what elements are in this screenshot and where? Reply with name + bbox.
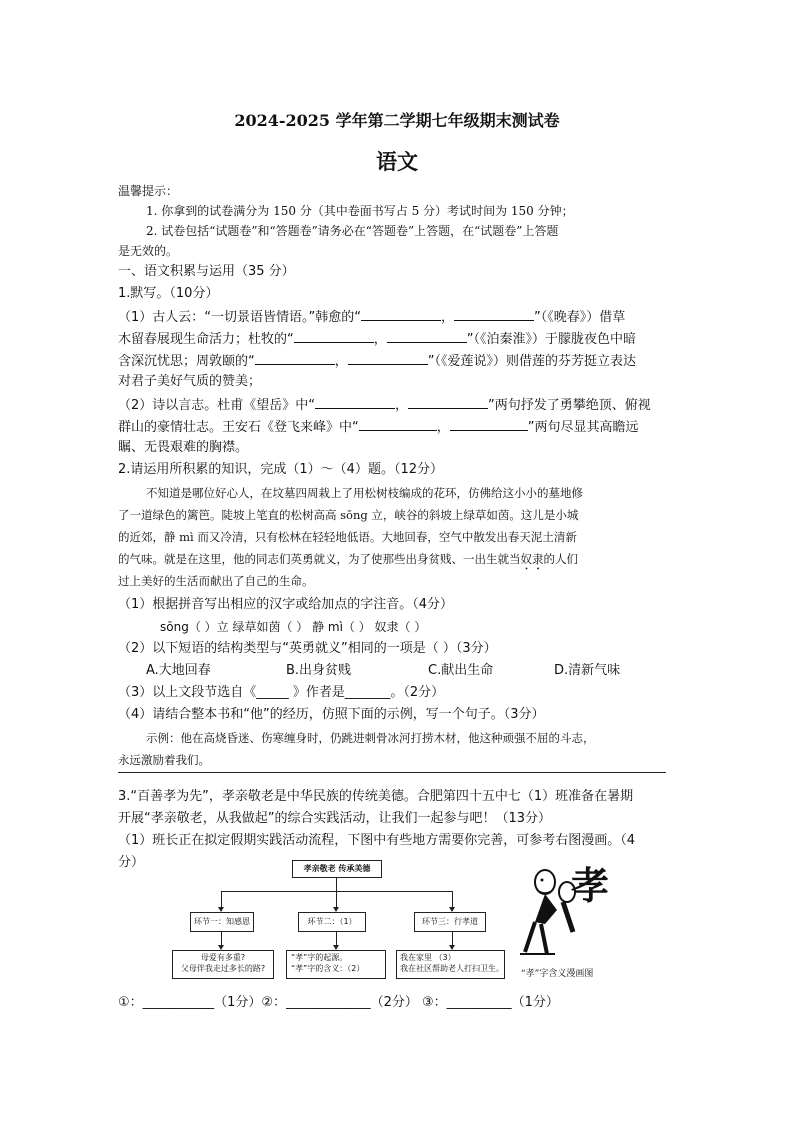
- passage-line-4: [118, 550, 678, 573]
- answer-blank[interactable]: [387, 329, 467, 343]
- answer-blank[interactable]: [359, 417, 437, 431]
- passage-line-2: 了一道绿色的篱笆。陡坡上笔直的松树高高 sōng 立，峡谷的斜坡上绿草如茵。这儿是小城: [118, 508, 579, 522]
- example-line-1: 示例：他在高烧昏迷、伤寒缠身时，仍跳进刺骨冰河打捞木材，他这种顽强不屈的斗志，: [146, 731, 595, 745]
- q1-text: ”（《晚春》）借草: [534, 310, 626, 325]
- q1-line-6: [118, 417, 678, 437]
- passage-text: 的气味。就是在这里，他的同志们英勇就义，为了使那些出身贫贱、一出生就当: [118, 552, 521, 566]
- comma: ，: [373, 332, 387, 347]
- detail-text: “孝”字的起源。: [291, 953, 348, 962]
- detail-text: 母爱有多重?: [200, 953, 246, 962]
- q1-text: （1）古人云：“一切景语皆情语。”韩愈的“: [118, 310, 361, 325]
- q1-text: 群山的豪情壮志。王安石《登飞来峰》中“: [118, 420, 359, 435]
- tips-item-2-cont: 是无效的。: [118, 244, 179, 258]
- q1-line-7: 瞩、无畏艰难的胸襟。: [118, 440, 249, 455]
- option-d[interactable]: D.清新气味: [554, 663, 621, 678]
- q1-heading: 1.默写。（10分）: [118, 286, 219, 301]
- section-1-heading: 一、语文积累与运用（35 分）: [118, 264, 295, 279]
- q1-text: ”（《泊秦淮》）于朦胧夜色中暗: [466, 332, 637, 347]
- passage-line-3: 的近郊，静 mì 而又冷清，只有松林在轻轻地低语。大地回春，空气中散发出春天泥土清新: [118, 530, 577, 544]
- answer-blank[interactable]: [255, 351, 335, 365]
- passage-line-5: 过上美好的生活而献出了自己的生命。: [118, 574, 314, 588]
- connector: [336, 877, 337, 891]
- cartoon-caption: “孝”字含义漫画图: [521, 969, 594, 979]
- q1-line-5: [118, 395, 678, 415]
- q1-text: （2）诗以言志。杜甫《望岳》中“: [118, 398, 316, 413]
- answer-blank[interactable]: [361, 307, 441, 321]
- subject-title: 语文: [376, 150, 418, 174]
- q1-text: ”两句抒发了勇攀绝顶、俯视: [488, 398, 651, 413]
- q2-sub-1: （1）根据拼音写出相应的汉字或给加点的字注音。（4分）: [118, 597, 454, 612]
- answer-blank[interactable]: [348, 351, 428, 365]
- answer-blank[interactable]: [294, 329, 374, 343]
- answer-blank[interactable]: [450, 417, 528, 431]
- q2-sub-2: （2）以下短语的结构类型与“英勇就义”相同的一项是（ ）（3分）: [118, 641, 497, 656]
- dotted-word: 奴隶: [520, 552, 544, 566]
- answer-blank[interactable]: [315, 395, 395, 409]
- answer-line: [118, 772, 666, 773]
- answer-blank[interactable]: [454, 307, 534, 321]
- option-b[interactable]: B.出身贫贱: [286, 663, 352, 678]
- cartoon-character: 孝: [571, 864, 610, 908]
- stage-3-detail-box: [396, 950, 505, 979]
- comma: ，: [440, 310, 454, 325]
- option-a[interactable]: A.大地回春: [146, 663, 211, 678]
- detail-text: “孝”字的含义：（2）: [291, 964, 365, 973]
- q1-line-2: [118, 329, 678, 349]
- q1-text: 木留春展现生命活力；杜牧的“: [118, 332, 294, 347]
- q2-sub-4: （4）请结合整本书和“他”的经历，仿照下面的示例，写一个句子。（3分）: [118, 707, 545, 722]
- q1-line-1: [118, 307, 678, 327]
- q3-line-1: 3.“百善孝为先”，孝亲敬老是中华民族的传统美德。合肥第四十五中七（1）班准备在暑期: [118, 789, 634, 804]
- q2-sub-3: （3）以上文段节选自《_____ 》作者是_______。（2分）: [118, 685, 445, 700]
- passage-line-1: 不知道是哪位好心人，在坟墓四周栽上了用松树枝编成的花环，仿佛给这小小的墓地修: [146, 486, 583, 500]
- stage-1-detail-box: [172, 950, 274, 979]
- comma: ，: [436, 420, 450, 435]
- q3-answer-blanks[interactable]: ①：___________（1分）②：_____________（2分） ③：__________（1分）: [118, 995, 559, 1010]
- detail-text: 我在家里 （3）: [400, 953, 456, 962]
- tips-heading: 温馨提示：: [118, 184, 179, 198]
- stage-2-detail-box: [286, 950, 386, 979]
- diagram-top-box: 孝亲敬老 传承美德: [292, 860, 382, 878]
- exam-title: 2024-2025 学年第二学期七年级期末测试卷: [234, 111, 560, 130]
- filial-piety-cartoon: [515, 862, 615, 962]
- q2-heading: 2.请运用所积累的知识，完成（1）～（4）题。（12分）: [118, 462, 443, 477]
- tips-item-2: 2. 试卷包括“试题卷”和“答题卷”请务必在“答题卷”上答题，在“试题卷”上答题: [146, 224, 559, 238]
- tips-item-1: 1. 你拿到的试卷满分为 150 分（其中卷面书写占 5 分）考试时间为 150 分钟；: [146, 204, 574, 218]
- stage-1-box: 环节一：知感恩: [190, 912, 254, 932]
- q3-line-3: （1）班长正在拟定假期实践活动流程，下图中有些地方需要你完善，可参考右图漫画。（4: [118, 833, 636, 848]
- q1-line-3: [118, 351, 678, 371]
- detail-text: 我在社区帮助老人打扫卫生。: [400, 964, 504, 973]
- q3-line-2: 开展“孝亲敬老，从我做起”的综合实践活动，让我们一起参与吧！（13分）: [118, 811, 552, 826]
- detail-text: 父母伴我走过多长的路?: [180, 964, 266, 973]
- q1-text: ”（《爱莲说》）则借莲的芬芳挺立表达: [427, 354, 637, 369]
- q3-line-4: 分）: [118, 855, 145, 870]
- option-c[interactable]: C.献出生命: [428, 663, 494, 678]
- stage-3-box: 环节三：行孝道: [414, 912, 486, 932]
- q1-text: ”两句尽显其高瞻远: [527, 420, 639, 435]
- answer-blank[interactable]: [408, 395, 488, 409]
- comma: ，: [395, 398, 409, 413]
- comma: ，: [334, 354, 348, 369]
- q1-text: 含深沉忧思；周敦颐的“: [118, 354, 255, 369]
- stage-2-box: 环节二：（1）: [298, 912, 366, 932]
- example-line-2: 永远激励着我们。: [118, 753, 210, 767]
- q1-line-4: 对君子美好气质的赞美；: [118, 374, 262, 389]
- q2-sub-1-items: sōng（ ）立 绿草如茵（ ） 静 mì（ ） 奴隶（ ）: [160, 620, 427, 634]
- passage-text: 的人们: [543, 552, 578, 566]
- activity-flow-diagram: [170, 856, 510, 986]
